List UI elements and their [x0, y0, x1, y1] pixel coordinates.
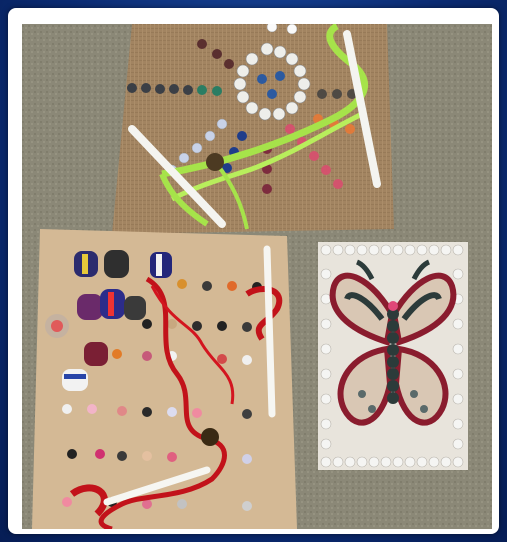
- butterfly-button-mosaic: [318, 242, 468, 470]
- photo-illustration: [22, 24, 492, 529]
- photograph: [22, 24, 492, 529]
- burlap-sunburst-board: [112, 24, 394, 234]
- paper-button-board: [32, 229, 297, 529]
